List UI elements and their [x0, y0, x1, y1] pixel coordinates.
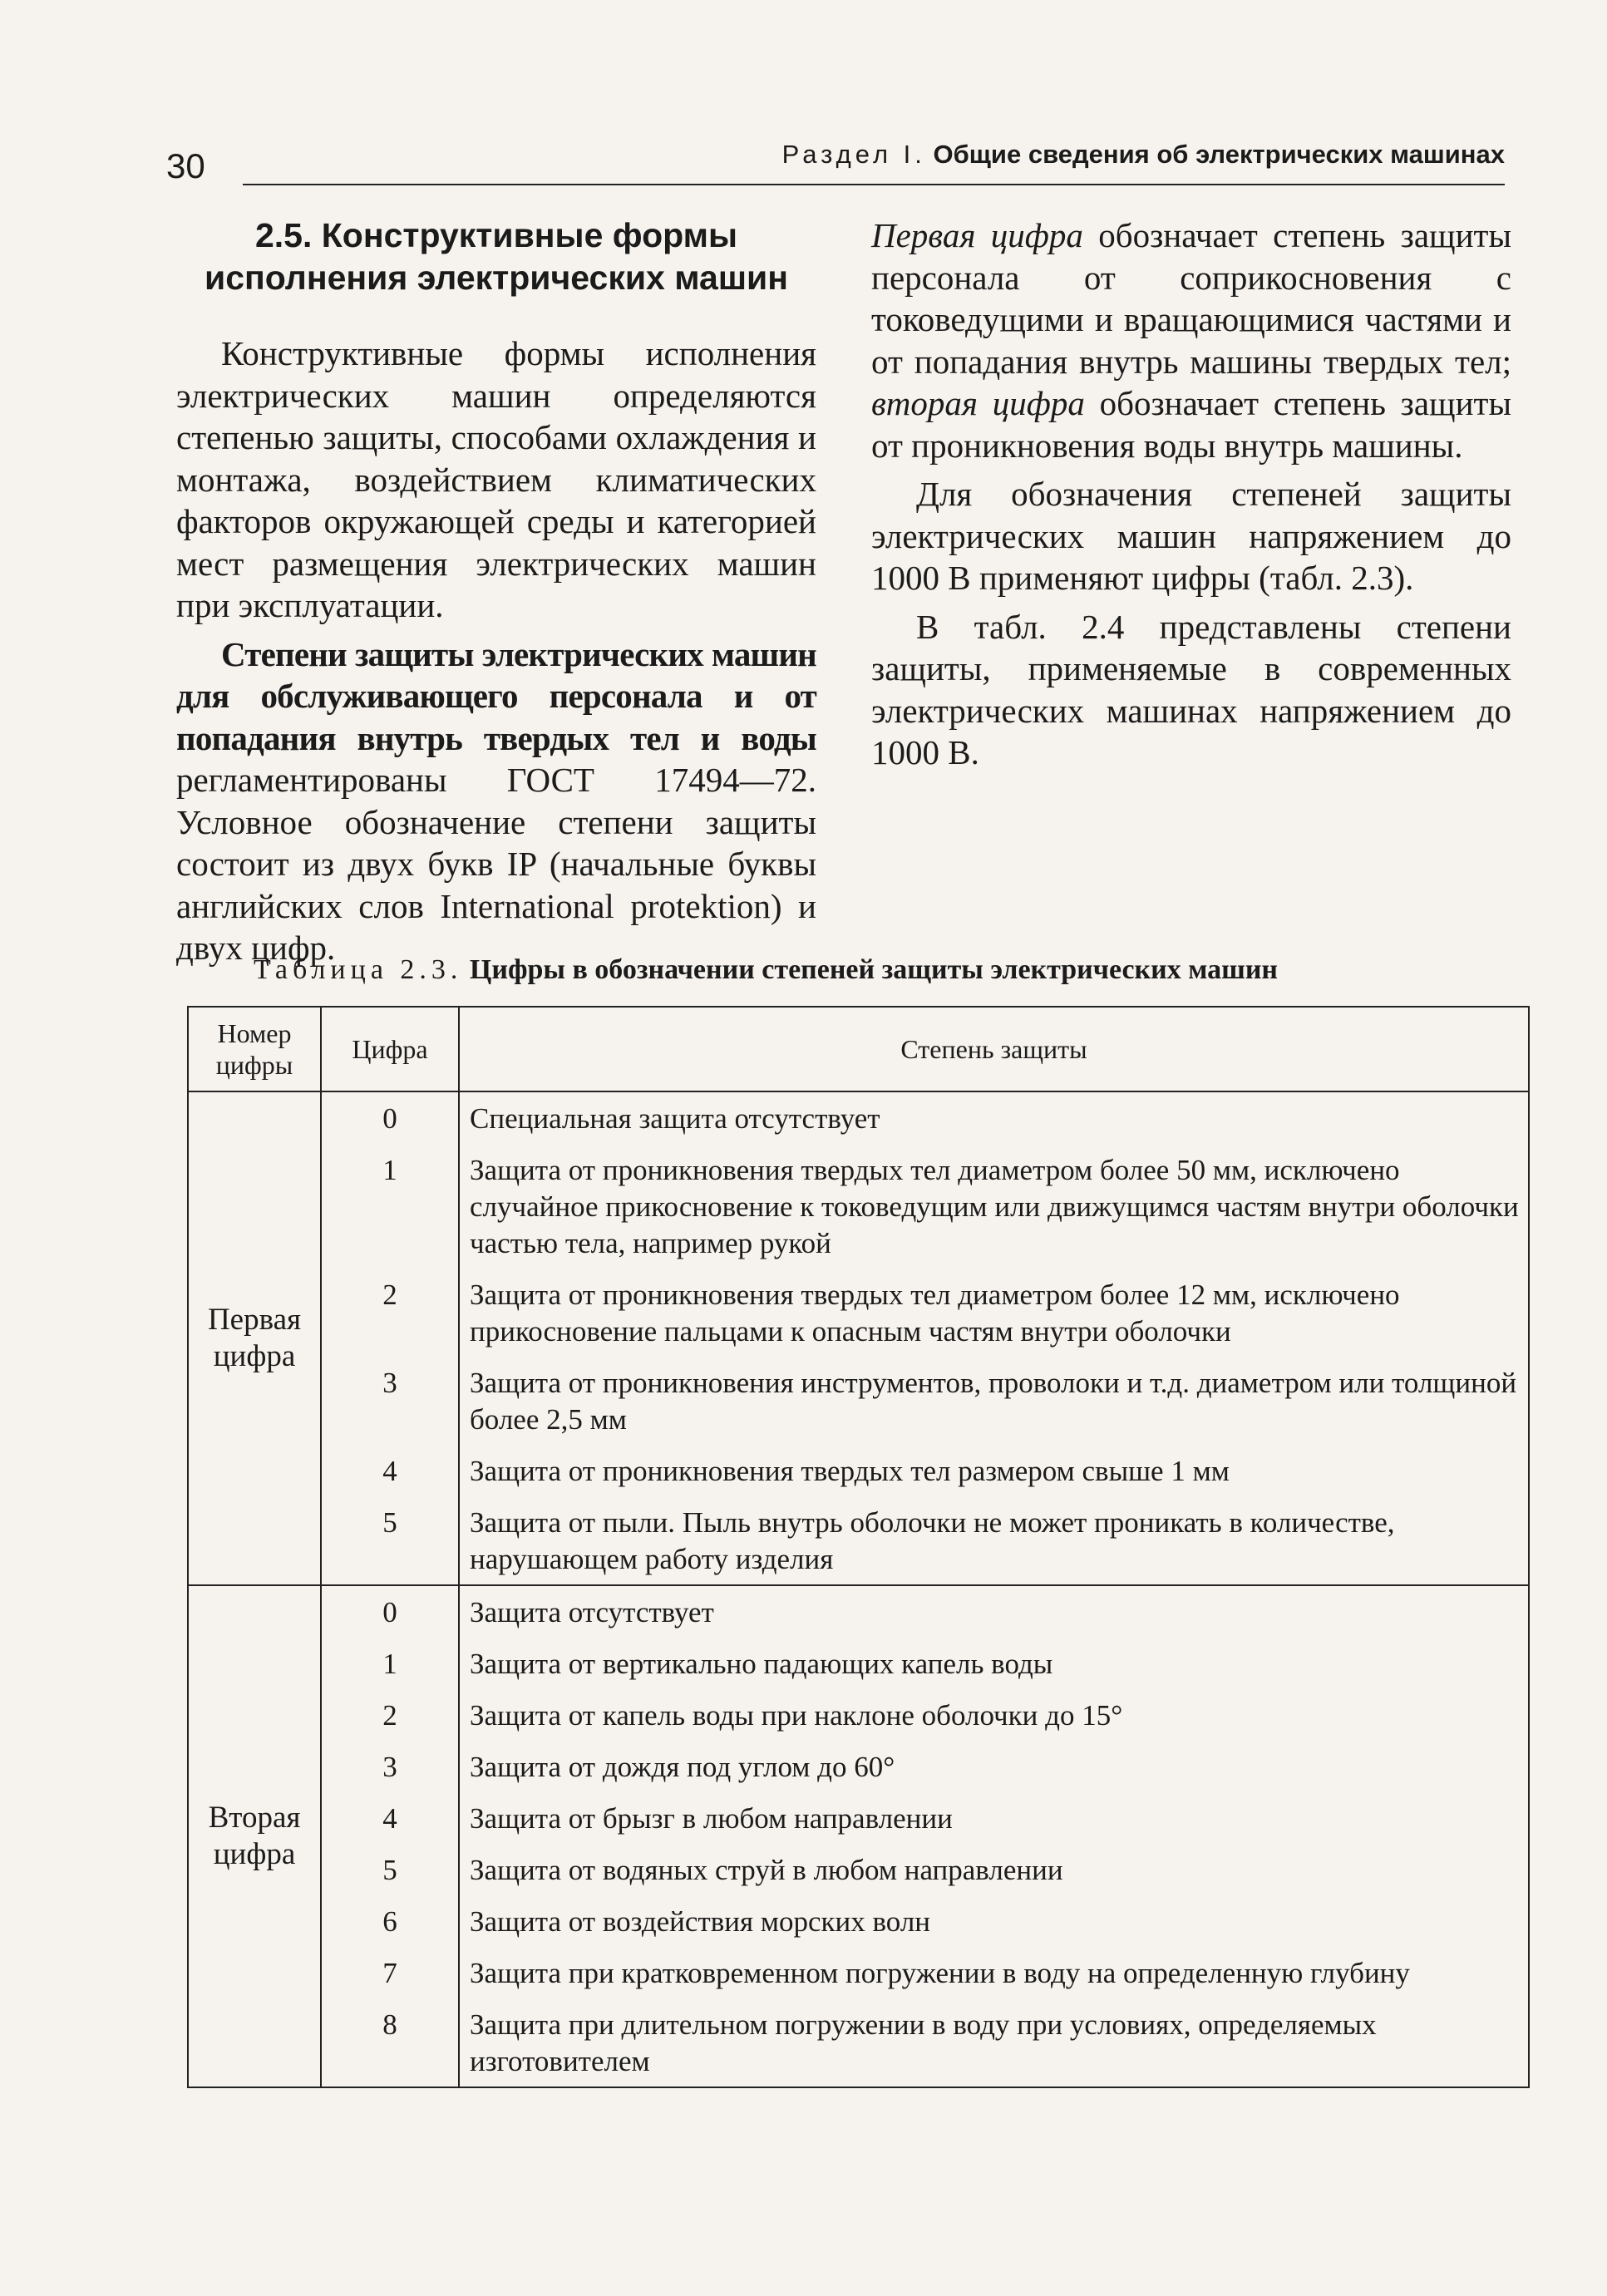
description-cell: Специальная защита отсутствует: [459, 1091, 1529, 1144]
description-cell: Защита от капель воды при наклоне оболочки до 15°: [459, 1689, 1529, 1741]
description-cell: Защита от дождя под углом до 60°: [459, 1741, 1529, 1792]
digit-cell: 1: [321, 1638, 459, 1689]
table-row: [188, 1844, 1529, 1895]
digit-cell: 3: [321, 1741, 459, 1792]
digit-cell: 5: [321, 1844, 459, 1895]
description-cell: Защита от пыли. Пыль внутрь оболочки не может проникать в количестве, нарушающем работу изделия: [459, 1496, 1529, 1585]
table-row: [188, 1091, 1529, 1144]
description-cell: Защита от вертикально падающих капель воды: [459, 1638, 1529, 1689]
digit-cell: 0: [321, 1585, 459, 1638]
table-row: [188, 1689, 1529, 1741]
first-digit-term: Первая цифра: [871, 216, 1083, 254]
text-column-left: [176, 214, 816, 969]
header-protection-degree: Степень защиты: [459, 1007, 1529, 1091]
paragraph-protection-lead: [176, 633, 816, 969]
running-head-section-label: Раздел I.: [781, 140, 926, 169]
header-digit: Цифра: [321, 1007, 459, 1091]
table-row: [188, 1792, 1529, 1844]
digit-cell: 6: [321, 1895, 459, 1947]
digit-cell: 4: [321, 1445, 459, 1496]
description-cell: Защита от брызг в любом направлении: [459, 1792, 1529, 1844]
table-caption: [254, 954, 1278, 986]
first-digit-group: [188, 1091, 1529, 1585]
group-label-first: Первая цифра: [188, 1091, 321, 1585]
digit-cell: 3: [321, 1357, 459, 1445]
running-head-section-title: Общие сведения об электрических машинах: [933, 140, 1505, 169]
second-digit-group: [188, 1585, 1529, 2087]
digit-cell: 0: [321, 1091, 459, 1144]
description-cell: Защита отсутствует: [459, 1585, 1529, 1638]
table-row: [188, 1269, 1529, 1357]
description-cell: Защита от проникновения твердых тел размером свыше 1 мм: [459, 1445, 1529, 1496]
digit-cell: 2: [321, 1689, 459, 1741]
digit-cell: 7: [321, 1947, 459, 1998]
table-row: [188, 1895, 1529, 1947]
description-cell: Защита от воздействия морских волн: [459, 1895, 1529, 1947]
table-row: [188, 1998, 1529, 2087]
protection-lead-bold: Степени защиты электрических машин для обслуживающего персонала и от попадания внутрь твердых тел и воды: [176, 634, 816, 757]
description-cell: Защита при кратковременном погружении в воду на определенную глубину: [459, 1947, 1529, 1998]
table-row: [188, 1638, 1529, 1689]
paragraph-table-ref-2-3: Для обозначения степеней защиты электрических машин напряжением до 1000 В применяют цифры (табл. 2.3).: [871, 475, 1511, 597]
table-row: [188, 1947, 1529, 1998]
text-column-right: [871, 214, 1511, 774]
table-row: [188, 1741, 1529, 1792]
digit-cell: 2: [321, 1269, 459, 1357]
second-digit-term: вторая цифра: [871, 384, 1085, 422]
running-head: [782, 140, 1505, 170]
protection-digits-table: [187, 1006, 1530, 2088]
table-row: [188, 1357, 1529, 1445]
table-row: [188, 1585, 1529, 1638]
description-cell: Защита от проникновения твердых тел диаметром более 12 мм, исключено прикосновение пальцами к опасным частям внутри оболочки: [459, 1269, 1529, 1357]
table-caption-text: Цифры в обозначении степеней защиты электрических машин: [469, 954, 1279, 985]
header-rule: [243, 184, 1505, 185]
header-digit-number: Номер цифры: [188, 1007, 321, 1091]
digit-cell: 1: [321, 1144, 459, 1269]
description-cell: Защита от проникновения инструментов, проволоки и т.д. диаметром или толщиной более 2,5 мм: [459, 1357, 1529, 1445]
table-row: [188, 1496, 1529, 1585]
paragraph-ip-digits: [871, 214, 1511, 466]
first-digit-text: обозначает степень защиты персонала от соприкосновения с токоведущими и вращающимися частями и от попадания внутрь машины твердых тел;: [871, 216, 1512, 381]
second-digit-text: обозначает степень защиты от проникновения воды внутрь машины.: [871, 384, 1512, 465]
table-header-row: [188, 1007, 1529, 1091]
paragraph-intro: Конструктивные формы исполнения электрических машин определяются степенью защиты, способами охлаждения и монтажа, воздействием климатических факторов окружающей среды и категорией мест размещения электрических машин при эксплуатации.: [176, 334, 816, 624]
table-row: [188, 1144, 1529, 1269]
page-number: 30: [166, 146, 205, 185]
table-row: [188, 1445, 1529, 1496]
paragraph-table-ref-2-4: В табл. 2.4 представлены степени защиты, применяемые в современных электрических машинах напряжением до 1000 В.: [871, 607, 1511, 771]
table-label: Таблица 2.3.: [254, 954, 463, 985]
description-cell: Защита от проникновения твердых тел диаметром более 50 мм, исключено случайное прикосновение к токоведущим или движущимся частям внутри оболочки частью тела, например рукой: [459, 1144, 1529, 1269]
description-cell: Защита от водяных струй в любом направлении: [459, 1844, 1529, 1895]
group-label-second: Вторая цифра: [188, 1585, 321, 2087]
protection-lead-text: регламентированы ГОСТ 17494—72. Условное обозначение степени защиты состоит из двух букв IP (начальные буквы английских слов International protektion) и двух цифр.: [176, 761, 816, 967]
digit-cell: 4: [321, 1792, 459, 1844]
description-cell: Защита при длительном погружении в воду при условиях, определяемых изготовителем: [459, 1998, 1529, 2087]
digit-cell: 5: [321, 1496, 459, 1585]
section-title: 2.5. Конструктивные формы исполнения электрических машин: [205, 216, 788, 297]
digit-cell: 8: [321, 1998, 459, 2087]
